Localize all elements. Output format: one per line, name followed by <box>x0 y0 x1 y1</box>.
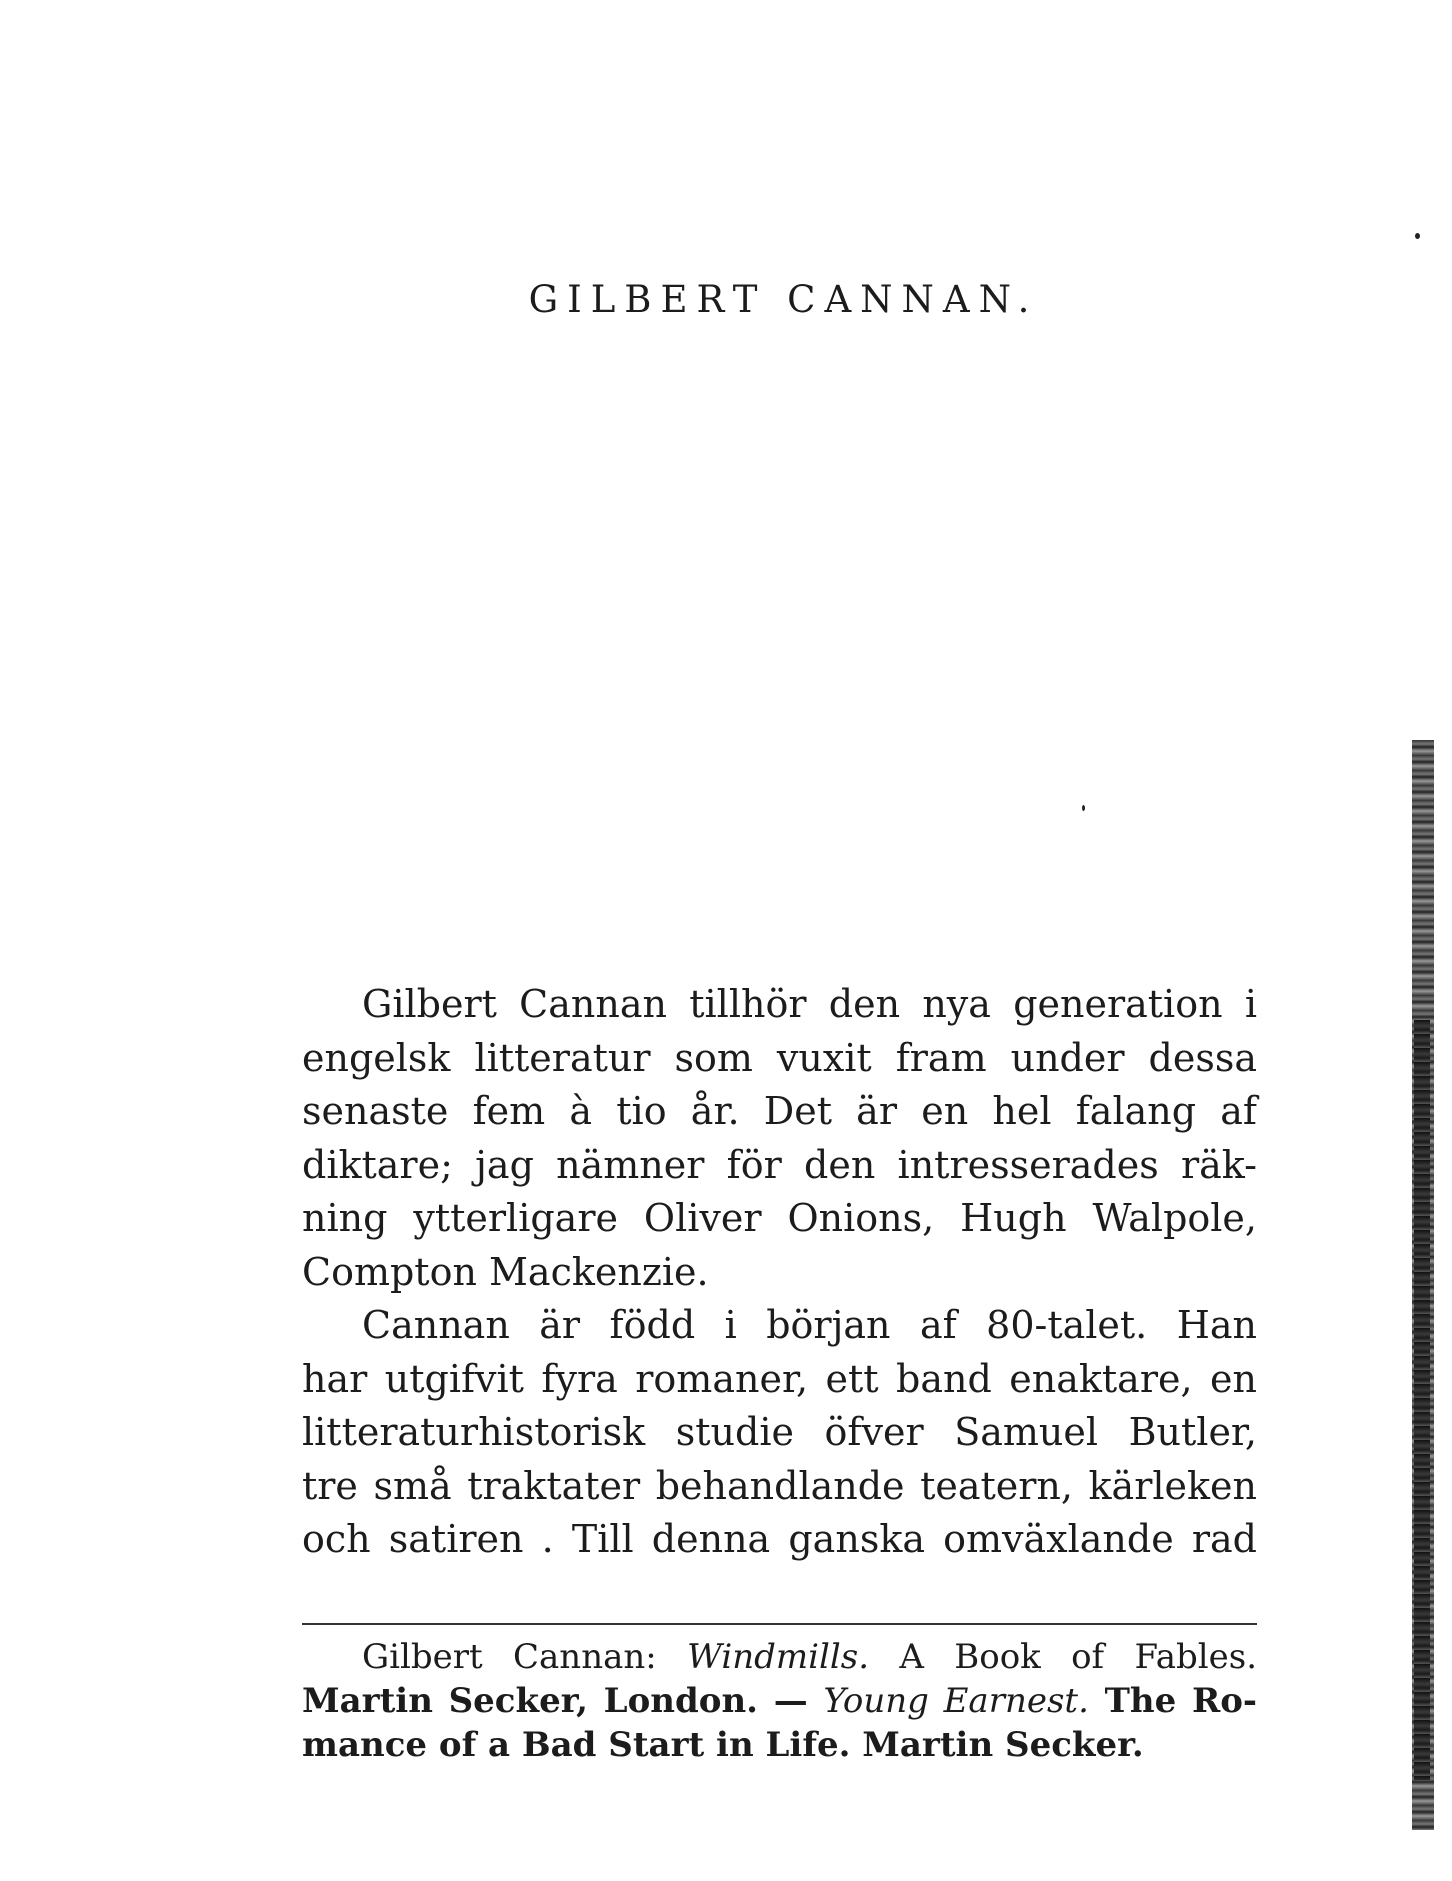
footnote-line <box>302 1679 1257 1723</box>
footnote-text: A Book of Fables. <box>869 1637 1258 1677</box>
text-line: diktare; jag nämner för den intresserades räk- <box>302 1142 1257 1187</box>
body-text <box>302 978 1257 1567</box>
text-line: och satiren . Till denna ganska omväxlande rad <box>302 1517 1257 1561</box>
text-line: Compton Mackenzie. <box>302 1249 709 1294</box>
text-line: senaste fem à tio år. Det är en hel falang af <box>302 1089 1257 1133</box>
footnote-text: The Ro- <box>1088 1681 1257 1721</box>
footnote <box>302 1635 1257 1767</box>
text-line: har utgifvit fyra romaner, ett band enaktare, en <box>302 1356 1257 1401</box>
text-line: engelsk litteratur som vuxit fram under dessa <box>302 1035 1257 1080</box>
print-speck <box>1415 233 1420 239</box>
text-line: litteraturhistorisk studie öfver Samuel Butler, <box>302 1410 1257 1454</box>
footnote-text: Gilbert Cannan: <box>362 1637 688 1677</box>
footnote-text: Martin Secker, London. — <box>302 1681 824 1721</box>
text-line: tre små traktater behandlande teatern, kärleken <box>302 1463 1257 1508</box>
footnote-line: mance of a Bad Start in Life. Martin Secker. <box>302 1725 1144 1765</box>
page-edge-shadow <box>1414 1020 1430 1780</box>
footnote-divider <box>302 1623 1257 1625</box>
text-line: Gilbert Cannan tillhör den nya generation i <box>362 982 1257 1026</box>
paragraph-2 <box>302 1299 1257 1567</box>
footnote-book-title: Young Earnest. <box>823 1681 1089 1721</box>
text-line: ning ytterligare Oliver Onions, Hugh Walpole, <box>302 1196 1257 1240</box>
footnote-book-title: Windmills. <box>687 1637 870 1677</box>
footnote-line <box>302 1635 1257 1679</box>
page-title: GILBERT CANNAN. <box>528 278 1039 321</box>
print-speck <box>1082 805 1085 811</box>
paragraph-1 <box>302 978 1257 1299</box>
text-line: Cannan är född i början af 80-talet. Han <box>362 1303 1257 1347</box>
